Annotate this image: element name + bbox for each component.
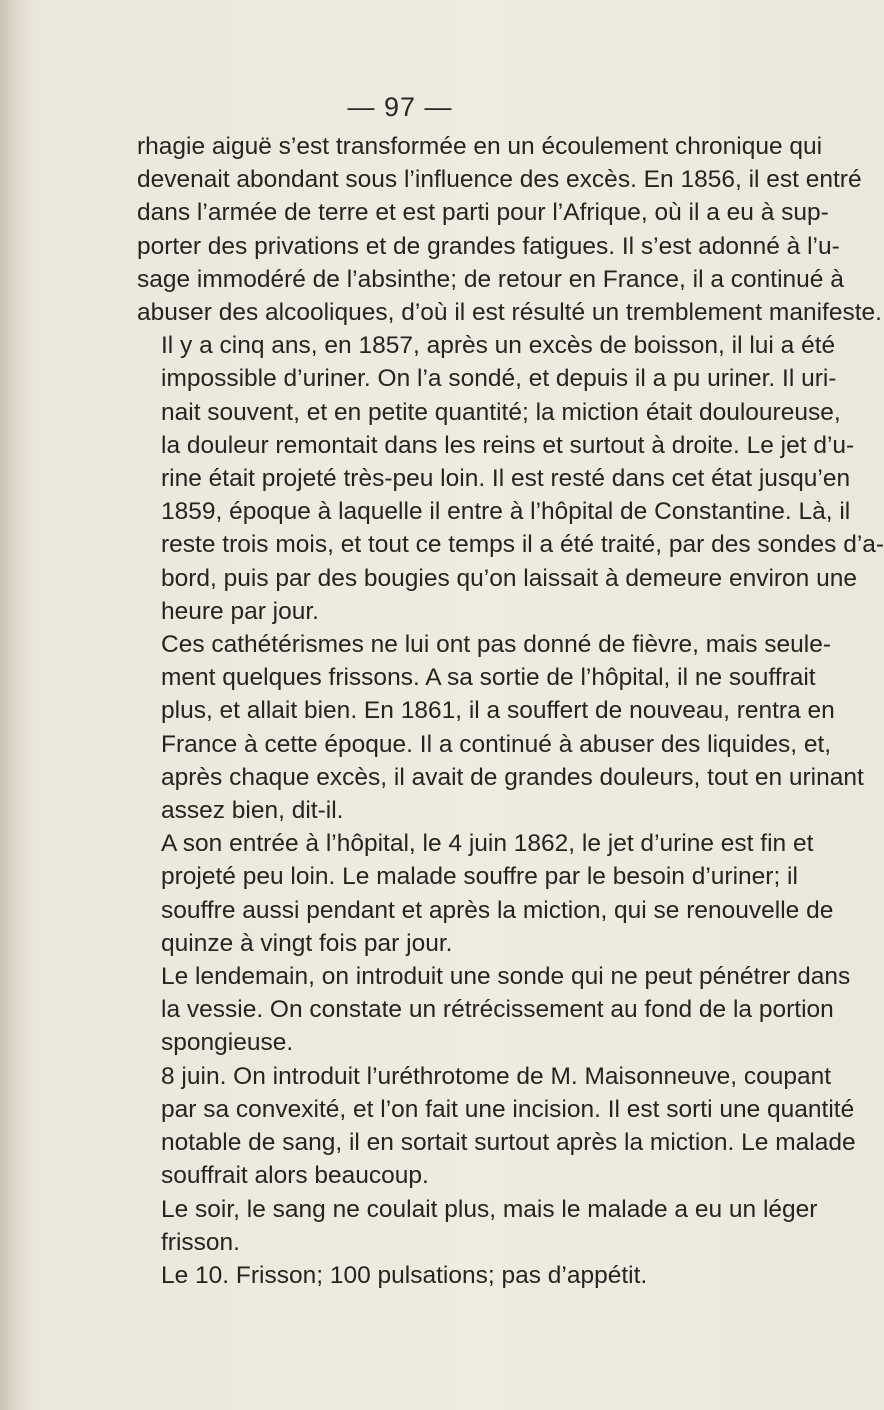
paragraph (137, 628, 864, 827)
text-line: spongieuse. (161, 1029, 294, 1057)
paragraph (137, 1193, 818, 1259)
text-line: dans l’armée de terre et est parti pour l’Afrique, où il a eu à sup- (137, 199, 829, 227)
text-line: plus, et allait bien. En 1861, il a souffert de nouveau, rentra en (161, 697, 835, 725)
text-line: impossible d’uriner. On l’a sondé, et depuis il a pu uriner. Il uri- (161, 365, 837, 393)
paragraph (137, 329, 884, 628)
text-line: 8 juin. On introduit l’uréthrotome de M. Maisonneuve, coupant (161, 1062, 832, 1090)
paragraph (137, 1259, 712, 1292)
text-line: rine était projeté très-peu loin. Il est resté dans cet état jusqu’en (161, 465, 851, 493)
paragraph (137, 960, 851, 1060)
text-line: France à cette époque. Il a continué à abuser des liquides, et, (161, 730, 832, 758)
text-line: après chaque excès, il avait de grandes douleurs, tout en urinant (161, 763, 864, 791)
text-line: Le lendemain, on introduit une sonde qui ne peut pénétrer dans (161, 963, 851, 991)
text-line: notable de sang, il en sortait surtout après la miction. Le malade (161, 1129, 856, 1157)
text-line: souffre aussi pendant et après la miction, qui se renouvelle de (161, 896, 834, 924)
text-line: devenait abondant sous l’influence des excès. En 1856, il est entré (137, 166, 862, 194)
text-line: la douleur remontait dans les reins et surtout à droite. Le jet d’u- (161, 431, 855, 459)
text-line: rhagie aiguë s’est transformée en un écoulement chronique qui (137, 133, 823, 160)
paragraph (137, 1060, 856, 1193)
text-line: Il y a cinq ans, en 1857, après un excès de boisson, il lui a été (161, 332, 836, 360)
text-line: quinze à vingt fois par jour. (161, 929, 453, 957)
paragraph (137, 130, 882, 329)
text-line: frisson. (161, 1228, 240, 1256)
paragraph (137, 827, 834, 960)
text-line: A son entrée à l’hôpital, le 4 juin 1862, le jet d’urine est fin et (161, 830, 814, 858)
text-line: 1859, époque à laquelle il entre à l’hôpital de Constantine. Là, il (161, 498, 851, 526)
text-line: assez bien, dit-il. (161, 797, 344, 825)
page-number: — 97 — (347, 92, 453, 122)
text-line: reste trois mois, et tout ce temps il a été traité, par des sondes d’a- (161, 531, 884, 559)
text-line: Ces cathétérismes ne lui ont pas donné de fièvre, mais seule- (161, 631, 832, 659)
text-line: bord, puis par des bougies qu’on laissait à demeure environ une (161, 564, 857, 592)
text-line: nait souvent, et en petite quantité; la miction était douloureuse, (161, 398, 841, 426)
text-line: abuser des alcooliques, d’où il est résulté un tremblement manifeste. (137, 299, 882, 327)
text-line: souffrait alors beaucoup. (161, 1162, 429, 1190)
text-line: projeté peu loin. Le malade souffre par le besoin d’uriner; il (161, 863, 798, 891)
text-line: porter des privations et de grandes fatigues. Il s’est adonné à l’u- (137, 232, 840, 260)
text-line: sage immodéré de l’absinthe; de retour en France, il a continué à (137, 265, 844, 293)
body-text (137, 130, 884, 1292)
text-line: Le soir, le sang ne coulait plus, mais le malade a eu un léger (161, 1195, 818, 1223)
text-line: Le 10. Frisson; 100 pulsations; pas d’appétit. (161, 1261, 648, 1289)
text-line: par sa convexité, et l’on fait une incision. Il est sorti une quantité (161, 1095, 855, 1123)
text-line: ment quelques frissons. A sa sortie de l’hôpital, il ne souffrait (161, 664, 816, 692)
text-line: heure par jour. (161, 597, 319, 625)
text-line: la vessie. On constate un rétrécissement au fond de la portion (161, 996, 834, 1024)
